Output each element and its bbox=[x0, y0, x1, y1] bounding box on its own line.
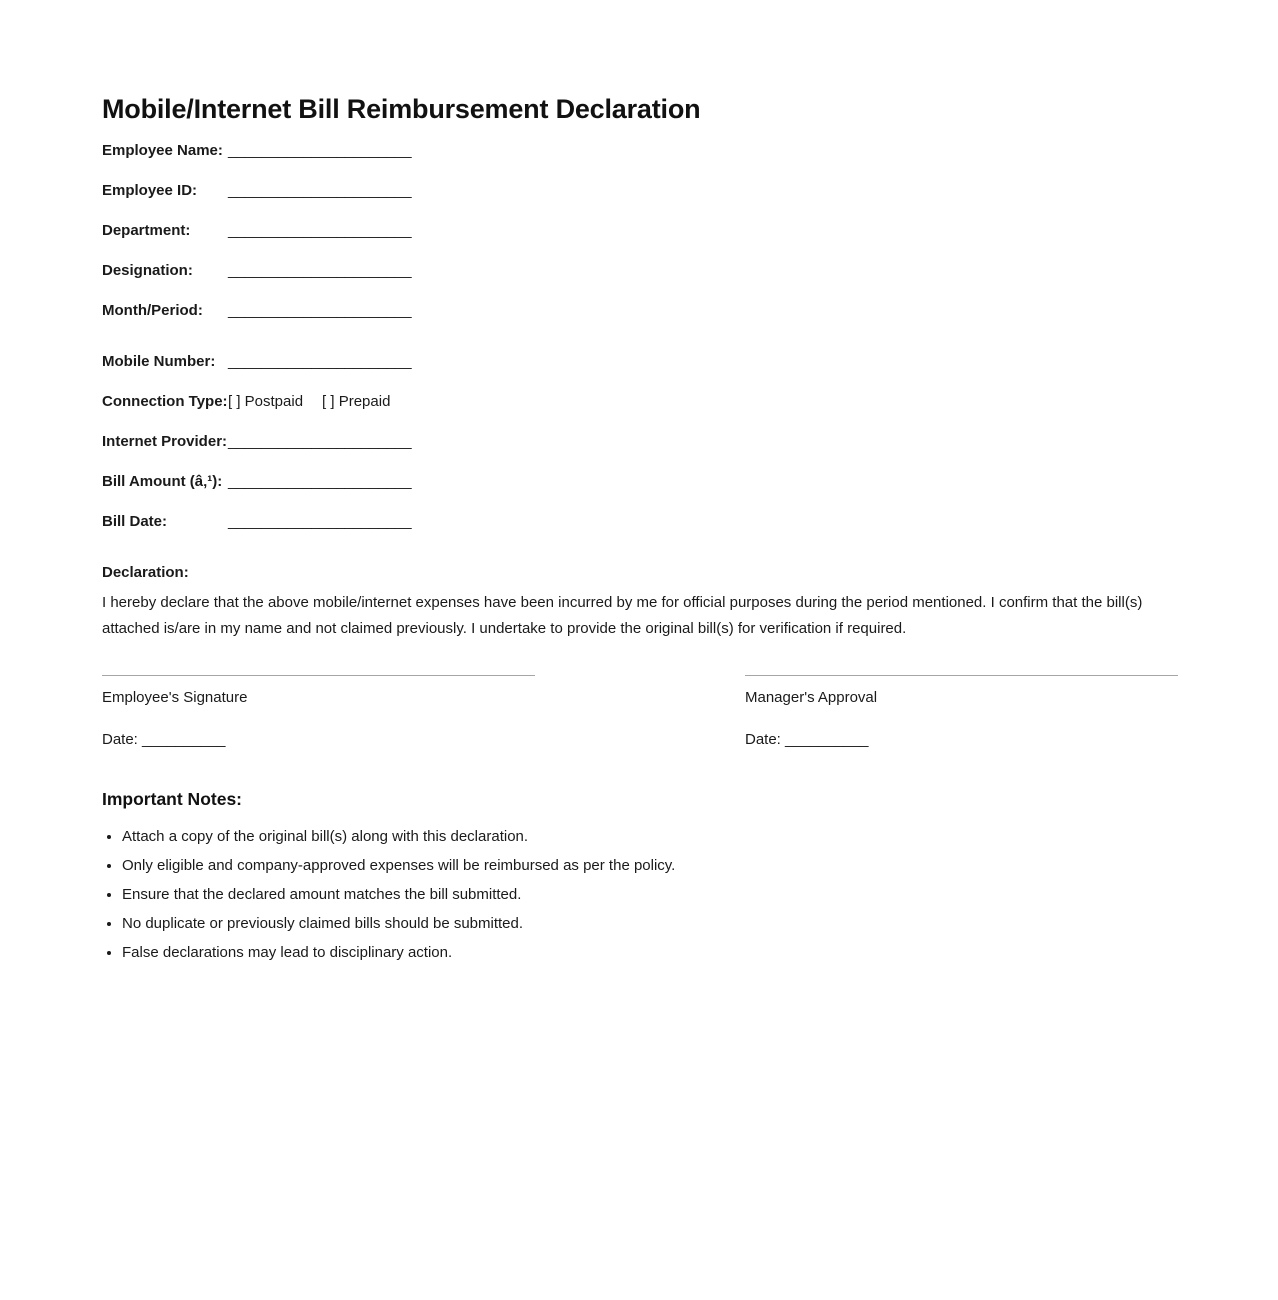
signature-section bbox=[102, 675, 1178, 748]
field-internet-provider bbox=[102, 433, 1178, 450]
field-bill-amount bbox=[102, 473, 1178, 490]
blank-line: __________ bbox=[785, 731, 869, 748]
declaration-heading: Declaration: bbox=[102, 564, 189, 581]
blank-line: __________ bbox=[142, 731, 226, 748]
signature-rule bbox=[102, 675, 535, 676]
employee-signature-label: Employee's Signature bbox=[102, 689, 248, 706]
date-label: Date: bbox=[102, 731, 138, 748]
field-connection-type bbox=[102, 393, 1178, 410]
field-label: Connection Type: bbox=[102, 393, 228, 410]
field-label: Bill Amount (â‚¹): bbox=[102, 473, 223, 490]
blank-line: ______________________ bbox=[228, 513, 412, 530]
signature-date-line bbox=[102, 731, 535, 748]
field-label: Employee ID: bbox=[102, 182, 198, 199]
field-employee-name bbox=[102, 142, 1178, 159]
field-month-period bbox=[102, 302, 1178, 319]
blank-line: ______________________ bbox=[228, 142, 412, 159]
note-item: • Attach a copy of the original bill(s) along with this declaration. bbox=[122, 826, 1178, 847]
blank-line: ______________________ bbox=[228, 222, 412, 239]
blank-line: ______________________ bbox=[228, 473, 412, 490]
note-item: • Only eligible and company-approved expenses will be reimbursed as per the policy. bbox=[122, 855, 1178, 876]
note-item: • No duplicate or previously claimed bills should be submitted. bbox=[122, 913, 1178, 934]
field-label: Department: bbox=[102, 222, 191, 239]
field-label: Employee Name: bbox=[102, 142, 223, 159]
signature-date-line bbox=[745, 731, 1178, 748]
note-item: • Ensure that the declared amount matches the bill submitted. bbox=[122, 884, 1178, 905]
field-designation bbox=[102, 262, 1178, 279]
field-label: Bill Date: bbox=[102, 513, 168, 530]
note-item: • False declarations may lead to disciplinary action. bbox=[122, 942, 1178, 963]
connection-option-postpaid: [ ] Postpaid bbox=[228, 393, 304, 410]
field-label: Month/Period: bbox=[102, 302, 203, 319]
date-label: Date: bbox=[745, 731, 781, 748]
blank-line: ______________________ bbox=[228, 262, 412, 279]
notes-list bbox=[102, 826, 1178, 963]
manager-approval-label: Manager's Approval bbox=[745, 689, 878, 706]
blank-line: ______________________ bbox=[228, 302, 412, 319]
signature-block-manager bbox=[745, 675, 1178, 748]
blank-line: ______________________ bbox=[228, 433, 412, 450]
signature-block-employee bbox=[102, 675, 535, 748]
signature-rule bbox=[745, 675, 1178, 676]
field-bill-date bbox=[102, 513, 1178, 530]
declaration-text: I hereby declare that the above mobile/internet expenses have been incurred by me for official purposes during the period mentioned. I confirm that the bill(s) attached is/are in my name and not claimed previously. I undertake to provide the original bill(s) for verification if required. bbox=[102, 594, 1143, 637]
blank-line: ______________________ bbox=[228, 353, 412, 370]
field-label: Mobile Number: bbox=[102, 353, 216, 370]
field-label: Internet Provider: bbox=[102, 433, 228, 450]
blank-line: ______________________ bbox=[228, 182, 412, 199]
field-mobile-number bbox=[102, 353, 1178, 370]
field-department bbox=[102, 222, 1178, 239]
notes-heading: Important Notes: bbox=[102, 789, 242, 809]
field-label: Designation: bbox=[102, 262, 193, 279]
page-title: Mobile/Internet Bill Reimbursement Declaration bbox=[102, 94, 701, 124]
connection-option-prepaid: [ ] Prepaid bbox=[322, 393, 391, 410]
field-employee-id bbox=[102, 182, 1178, 199]
